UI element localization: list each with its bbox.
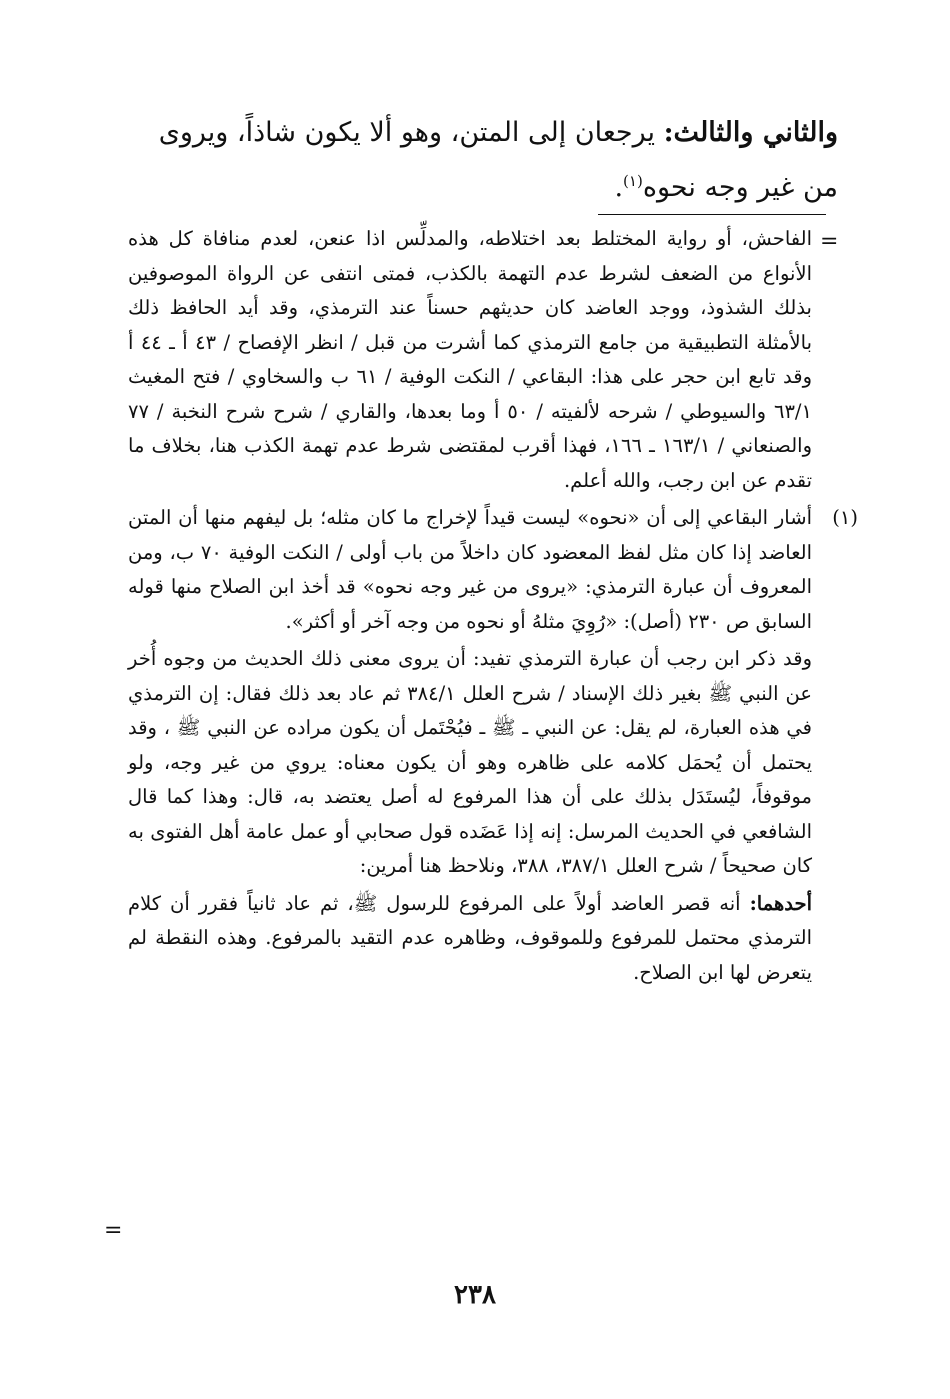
footnote-1 <box>128 501 858 990</box>
footnotes <box>128 222 858 993</box>
footnote-reference: (١) <box>623 172 643 190</box>
footnote-1-paragraph-3 <box>128 887 812 991</box>
footnote-continued: الفاحش، أو رواية المختلط بعد اختلاطه، والمدلِّس اذا عنعن، لعدم منافاة كل هذه الأنواع من الضعف لشرط عدم التهمة بالكذب، فمتى انتفى عن الرواة الموصوفين بذلك الشذوذ، ووجد العاضد كان حديثهم حسناً عند الترمذي، وقد أيد الحافظ ذلك بالأمثلة التطبيقية من جامع الترمذي كما أشرت من قبل / انظر الإفصاح / ٤٣ أ ـ ٤٤ أ وقد تابع ابن حجر على هذا: البقاعي / النكت الوفية / ٦١ ب والسخاوي / فتح المغيث ٦٣/١ والسيوطي / شرحه لألفيته / ٥٠ أ وما بعدها، والقاري / شرح شرح النخبة / ٧٧ والصنعاني / ١٦٣/١ ـ ١٦٦، فهذا أقرب لمقتضى شرط عدم تهمة الكذب هنا، بخلاف ما تقدم عن ابن رجب، والله أعلم. <box>128 227 812 492</box>
continuation-mark-bottom: = <box>104 1218 123 1243</box>
footnote-1-paragraph-2: وقد ذكر ابن رجب أن عبارة الترمذي تفيد: أن يروى معنى ذلك الحديث من وجوه أُخر عن النبي ﷺ بغير ذلك الإسناد / شرح العلل ٣٨٤/١ ثم عاد بعد ذلك فقال: إن الترمذي في هذه العبارة، لم يقل: عن النبي ـ ﷺ ـ فيُحْتَمل أن يكون مراده عن النبي ﷺ ، وقد يحتمل أن يُحمَل كلامه على ظاهره وهو أن يكون معناه: يروي من غير وجه، ولو موقوفاً، ليُستَدَل بذلك على أن هذا المرفوع له أصل يعتضد به، قال: وهذا كما قال الشافعي في الحديث المرسل: إنه إذا عَضَده قول صحابي أو عمل عامة أهل الفتوى به كان صحيحاً / شرح العلل ٣٨٧/١، ٣٨٨، ونلاحظ هنا أمرين: <box>128 647 812 877</box>
continuation-mark-top: = <box>820 229 839 254</box>
footnote-1-number: (١) <box>832 506 858 529</box>
footnote-1-paragraph-1: أشار البقاعي إلى أن «نحوه» ليست قيداً لإخراج ما كان مثله؛ بل ليفهم منها أن المتن العاضد إذا كان مثل لفظ المعضود كان داخلاً من باب أولى / النكت الوفية ٧٠ ب، ومن المعروف أن عبارة الترمذي: «يروى من غير وجه نحوه» قد أخذ ابن الصلاح منها قوله السابق ص ٢٣٠ (أصل): «رُوِيَ مثلهُ أو نحوه من وجه آخر أو أكثر». <box>128 506 813 633</box>
main-text-lead: والثاني والثالث: <box>663 117 838 148</box>
main-text-body: يرجعان إلى المتن، وهو ألا يكون شاذاً، ويروى من غير وجه نحوه <box>158 117 838 203</box>
footnote-1-paragraph-3-lead: أحدهما: <box>749 891 812 915</box>
footnote-1-paragraph-3-text: أنه قصر العاضد أولاً على المرفوع للرسول ﷺ، ثم عاد ثانياً فقرر أن كلام الترمذي محتمل للمرفوع وللموقوف، وظاهره عدم التقيد بالمرفوع. وهذه النقطة لم يتعرض لها ابن الصلاح. <box>128 891 812 984</box>
main-text-end: . <box>614 172 624 203</box>
footnote-separator <box>598 214 826 215</box>
page-number: ٢٣٨ <box>454 1280 496 1310</box>
main-text <box>128 108 838 212</box>
